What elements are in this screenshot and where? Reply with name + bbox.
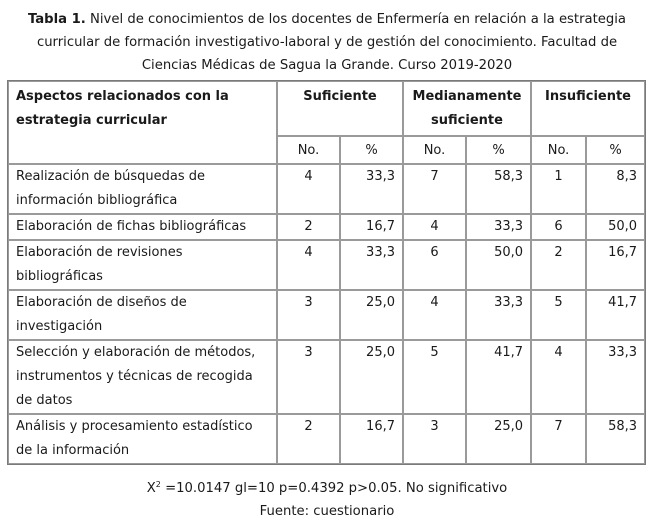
table-row bbox=[8, 290, 645, 340]
table-row bbox=[8, 240, 645, 290]
cell-suficiente-no: 4 bbox=[277, 240, 340, 290]
chi-symbol: X bbox=[146, 481, 156, 496]
cell-insuficiente-no: 7 bbox=[531, 414, 586, 464]
cell-suficiente-pct: 33,3 bbox=[340, 240, 403, 290]
subheader-pct: % bbox=[466, 136, 531, 164]
header-suficiente: Suficiente bbox=[277, 81, 403, 136]
table-row bbox=[8, 414, 645, 464]
row-aspect: Realización de búsquedas de información bibliográfica bbox=[8, 164, 277, 214]
cell-insuficiente-pct: 41,7 bbox=[586, 290, 645, 340]
cell-suficiente-no: 2 bbox=[277, 214, 340, 240]
cell-insuficiente-no: 5 bbox=[531, 290, 586, 340]
cell-insuficiente-no: 4 bbox=[531, 340, 586, 414]
cell-suficiente-no: 4 bbox=[277, 164, 340, 214]
cell-suficiente-no: 3 bbox=[277, 290, 340, 340]
cell-insuficiente-no: 2 bbox=[531, 240, 586, 290]
header-medianamente: Medianamente suficiente bbox=[403, 81, 531, 136]
statistics-text: =10.0147 gl=10 p=0.4392 p>0.05. No significativo bbox=[165, 481, 508, 496]
chi-superscript: 2 bbox=[155, 480, 161, 489]
cell-insuficiente-pct: 33,3 bbox=[586, 340, 645, 414]
table-row bbox=[8, 214, 645, 240]
cell-medianamente-pct: 33,3 bbox=[466, 290, 531, 340]
subheader-pct: % bbox=[586, 136, 645, 164]
cell-insuficiente-no: 1 bbox=[531, 164, 586, 214]
cell-medianamente-pct: 25,0 bbox=[466, 414, 531, 464]
subheader-no: No. bbox=[403, 136, 466, 164]
cell-medianamente-no: 4 bbox=[403, 290, 466, 340]
cell-medianamente-no: 6 bbox=[403, 240, 466, 290]
row-aspect: Elaboración de revisiones bibliográficas bbox=[8, 240, 277, 290]
cell-suficiente-pct: 16,7 bbox=[340, 414, 403, 464]
cell-medianamente-no: 5 bbox=[403, 340, 466, 414]
table-row bbox=[8, 164, 645, 214]
cell-suficiente-pct: 33,3 bbox=[340, 164, 403, 214]
subheader-no: No. bbox=[531, 136, 586, 164]
cell-suficiente-no: 2 bbox=[277, 414, 340, 464]
cell-insuficiente-pct: 50,0 bbox=[586, 214, 645, 240]
cell-medianamente-pct: 58,3 bbox=[466, 164, 531, 214]
caption-label: Tabla 1. bbox=[27, 12, 86, 27]
cell-medianamente-pct: 50,0 bbox=[466, 240, 531, 290]
cell-medianamente-no: 4 bbox=[403, 214, 466, 240]
cell-medianamente-pct: 33,3 bbox=[466, 214, 531, 240]
table-caption bbox=[12, 8, 642, 77]
cell-suficiente-pct: 25,0 bbox=[340, 340, 403, 414]
source-note: Fuente: cuestionario bbox=[259, 504, 395, 519]
row-aspect: Elaboración de diseños de investigación bbox=[8, 290, 277, 340]
header-row bbox=[8, 81, 645, 136]
caption-text: Nivel de conocimientos de los docentes de Enfermería en relación a la estrategia curricular de formación investigativo-laboral y de gestión del conocimiento. Facultad de Ciencias Médicas de Sagua la Grande. Curso 2019-2020 bbox=[36, 12, 627, 73]
row-aspect: Selección y elaboración de métodos, instrumentos y técnicas de recogida de datos bbox=[8, 340, 277, 414]
cell-medianamente-pct: 41,7 bbox=[466, 340, 531, 414]
cell-medianamente-no: 7 bbox=[403, 164, 466, 214]
table-row bbox=[8, 340, 645, 414]
row-aspect: Análisis y procesamiento estadístico de la información bbox=[8, 414, 277, 464]
cell-medianamente-no: 3 bbox=[403, 414, 466, 464]
header-insuficiente: Insuficiente bbox=[531, 81, 645, 136]
subheader-pct: % bbox=[340, 136, 403, 164]
cell-suficiente-pct: 25,0 bbox=[340, 290, 403, 340]
cell-suficiente-pct: 16,7 bbox=[340, 214, 403, 240]
knowledge-table bbox=[7, 80, 646, 465]
cell-insuficiente-pct: 16,7 bbox=[586, 240, 645, 290]
cell-insuficiente-no: 6 bbox=[531, 214, 586, 240]
cell-insuficiente-pct: 8,3 bbox=[586, 164, 645, 214]
subheader-no: No. bbox=[277, 136, 340, 164]
cell-suficiente-no: 3 bbox=[277, 340, 340, 414]
header-aspect: Aspectos relacionados con la estrategia curricular bbox=[8, 81, 277, 164]
cell-insuficiente-pct: 58,3 bbox=[586, 414, 645, 464]
row-aspect: Elaboración de fichas bibliográficas bbox=[8, 214, 277, 240]
statistics-note bbox=[0, 477, 654, 500]
